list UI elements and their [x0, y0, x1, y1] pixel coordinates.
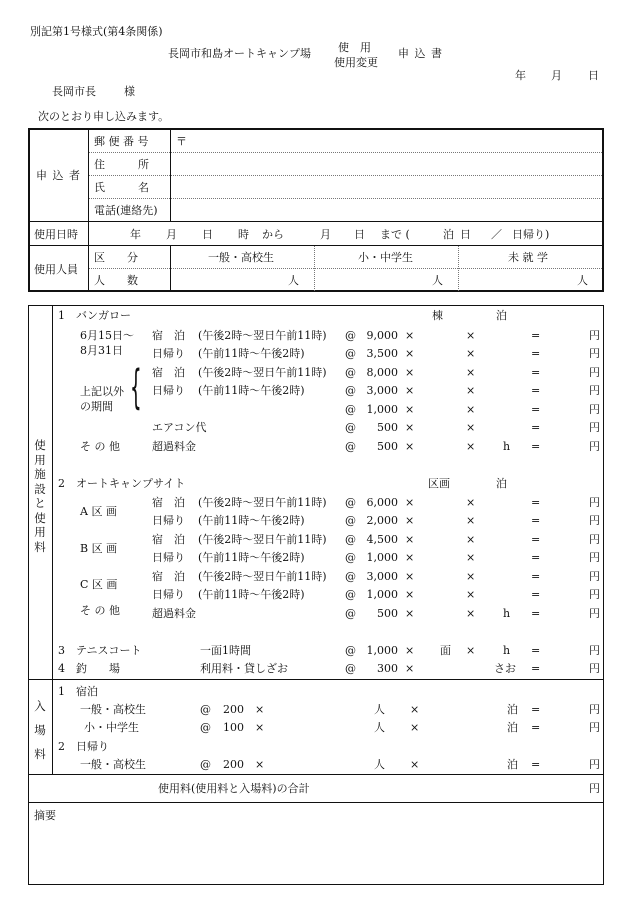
fee-row-at: @ [345, 329, 356, 342]
usage-date-month[interactable]: 月 [166, 228, 177, 241]
fee-row-yen[interactable]: 円 [589, 514, 600, 527]
admission-row-times: × [255, 703, 265, 716]
admission-row-price: 200 [223, 703, 244, 716]
admission-row-yen[interactable]: 円 [589, 703, 600, 716]
fishing-yen[interactable]: 円 [589, 662, 600, 675]
fee-row-yen[interactable]: 円 [589, 607, 600, 620]
divider [89, 175, 602, 176]
fee-row-at: @ [345, 570, 356, 583]
bungalow-other-period-1: 上記以外 [80, 385, 124, 398]
fee-row-label: 日帰り [152, 347, 185, 360]
fee-row-price: 3,000 [366, 570, 398, 583]
fee-row-times: × [405, 570, 415, 583]
admission-row-at: @ [200, 758, 211, 771]
admission-day-title: 2 日帰り [58, 740, 109, 753]
people-category-general: 一般・高校生 [208, 251, 274, 264]
fee-row-price: 500 [377, 421, 398, 434]
autocamp-title: 2 オートキャンプサイト [58, 477, 186, 490]
address-input[interactable] [176, 159, 596, 171]
admission-row-night[interactable]: 泊 [507, 758, 518, 771]
remarks-input[interactable] [34, 828, 596, 878]
tennis-yen[interactable]: 円 [589, 644, 600, 657]
fee-row-at: @ [345, 607, 356, 620]
tennis-detail: 一面1時間 [200, 644, 251, 657]
admission-stay-title: 1 宿泊 [58, 685, 98, 698]
usage-date-label: 使用日時 [34, 228, 78, 241]
fee-row-price: 1,000 [366, 588, 398, 601]
autocamp-unit-night: 泊 [496, 477, 507, 490]
fee-row-time: (午前11時〜午後2時) [198, 588, 305, 601]
address-label: 住 所 [94, 158, 149, 171]
tennis-unit: 面 [440, 644, 451, 657]
admission-row-eq: = [531, 758, 541, 771]
fishing-price: 300 [377, 662, 398, 675]
bungalow-period-start: 6月15日〜 [80, 329, 134, 342]
form-number: 別記第1号様式(第4条関係) [30, 25, 163, 38]
date-year: 年 [515, 69, 526, 82]
fee-row-eq: = [531, 607, 541, 620]
fee-row-at: @ [345, 514, 356, 527]
brace-icon: { [130, 360, 142, 414]
admission-row-eq: = [531, 721, 541, 734]
bungalow-other-label: そ の 他 [80, 440, 120, 453]
fee-row-label: 超過料金 [152, 440, 196, 453]
fishing-at: @ [345, 662, 356, 675]
fees-side-label: 使用施設と使用料 [34, 438, 46, 554]
date-month: 月 [551, 69, 562, 82]
fee-row-price: 500 [377, 440, 398, 453]
fee-row-times: × [405, 514, 415, 527]
fee-row-eq: = [531, 329, 541, 342]
date-day: 日 [588, 69, 599, 82]
admission-row-price: 200 [223, 758, 244, 771]
admission-row-price: 100 [223, 721, 244, 734]
fee-row-price: 2,000 [366, 514, 398, 527]
fee-row-times: × [405, 384, 415, 397]
fee-row-eq: = [531, 366, 541, 379]
fee-row-price: 4,500 [366, 533, 398, 546]
admission-row-times-2: × [410, 758, 420, 771]
divider [52, 306, 53, 774]
admission-row-times-2: × [410, 721, 420, 734]
fee-row-hour: h [503, 440, 511, 453]
fee-row-label: 宿 泊 [152, 366, 185, 379]
usage-date-day[interactable]: 日 [202, 228, 213, 241]
fee-row-eq: = [531, 588, 541, 601]
fee-row-times: × [405, 588, 415, 601]
fee-row-yen[interactable]: 円 [589, 496, 600, 509]
admission-row-eq: = [531, 703, 541, 716]
fee-row-yen[interactable]: 円 [589, 533, 600, 546]
fee-row-price: 500 [377, 607, 398, 620]
fee-row-yen[interactable]: 円 [589, 329, 600, 342]
fee-row-price: 3,500 [366, 347, 398, 360]
people-count-label: 人 数 [94, 274, 138, 287]
bungalow-unit-building: 棟 [432, 309, 443, 322]
fee-row-yen[interactable]: 円 [589, 347, 600, 360]
fee-row-at: @ [345, 384, 356, 397]
tennis-times-2: × [466, 644, 476, 657]
fee-row-at: @ [345, 347, 356, 360]
fee-row-at: @ [345, 496, 356, 509]
fee-row-yen[interactable]: 円 [589, 384, 600, 397]
fee-row-price: 1,000 [366, 403, 398, 416]
tennis-title: 3 テニスコート [58, 644, 142, 657]
fee-row-time: (午前11時〜午後2時) [198, 514, 305, 527]
fee-row-eq: = [531, 384, 541, 397]
admission-row-at: @ [200, 721, 211, 734]
admission-row-person[interactable]: 人 [374, 703, 385, 716]
fee-row-eq: = [531, 551, 541, 564]
admission-row-person[interactable]: 人 [374, 721, 385, 734]
divider [29, 802, 603, 803]
divider [29, 221, 603, 222]
divider [88, 129, 89, 291]
fee-row-price: 1,000 [366, 551, 398, 564]
usage-date-days[interactable]: 日 [460, 228, 471, 241]
tennis-price: 1,000 [366, 644, 398, 657]
bungalow-other-period-2: の期間 [80, 400, 113, 413]
divider [29, 774, 603, 775]
name-label: 氏 名 [94, 181, 149, 194]
fee-row-time: (午後2時〜翌日午前11時) [198, 366, 327, 379]
intro-text: 次のとおり申し込みます。 [38, 110, 170, 123]
admission-row-times-2: × [410, 703, 420, 716]
title-option-use: 使 用 [338, 41, 371, 54]
fee-row-yen[interactable]: 円 [589, 403, 600, 416]
fee-row-times-2: × [466, 329, 476, 342]
fee-row-time: (午後2時〜翌日午前11時) [198, 533, 327, 546]
admission-row-at: @ [200, 703, 211, 716]
people-count-general-unit[interactable]: 人 [288, 274, 299, 287]
fee-row-times-2: × [466, 421, 476, 434]
autocamp-other-label: そ の 他 [80, 604, 120, 617]
admission-row-night[interactable]: 泊 [507, 721, 518, 734]
fee-row-eq: = [531, 533, 541, 546]
fee-row-times-2: × [466, 514, 476, 527]
fishing-title: 4 釣 場 [58, 662, 120, 675]
fishing-unit: さお [494, 662, 516, 675]
total-label: 使用料(使用料と入場料)の合計 [158, 782, 310, 795]
zone-a-label: A 区 画 [80, 505, 117, 518]
fee-row-times: × [405, 347, 415, 360]
fee-row-times-2: × [466, 533, 476, 546]
usage-date-until: まで ( [380, 228, 410, 241]
usage-date-from: から [262, 228, 284, 241]
fee-row-price: 3,000 [366, 384, 398, 397]
fee-row-times-2: × [466, 496, 476, 509]
fee-row-eq: = [531, 403, 541, 416]
admission-row-yen[interactable]: 円 [589, 721, 600, 734]
usage-date-nights[interactable]: 泊 [443, 228, 454, 241]
usage-date-end-month[interactable]: 月 [320, 228, 331, 241]
zone-b-label: B 区 画 [80, 542, 118, 555]
tennis-hour: h [503, 644, 511, 657]
name-input[interactable] [176, 182, 596, 194]
bungalow-unit-night: 泊 [496, 309, 507, 322]
title-option-change: 使用変更 [334, 56, 378, 69]
admission-row-label: 一般・高校生 [80, 758, 146, 771]
fee-row-label: 日帰り [152, 551, 185, 564]
admission-row-yen[interactable]: 円 [589, 758, 600, 771]
fee-row-time: (午後2時〜翌日午前11時) [198, 329, 327, 342]
fee-row-at: @ [345, 551, 356, 564]
usage-date-end-day[interactable]: 日 [354, 228, 365, 241]
fee-row-times-2: × [466, 384, 476, 397]
fee-row-price: 8,000 [366, 366, 398, 379]
people-label: 使用人員 [34, 263, 78, 276]
remarks-label: 摘要 [34, 809, 56, 822]
admission-row-label: 小・中学生 [84, 721, 139, 734]
bungalow-title: 1 バンガロー [58, 309, 131, 322]
usage-date-daytrip[interactable]: 日帰り) [512, 228, 550, 241]
divider [89, 198, 602, 199]
postal-code-input[interactable]: 〒 [176, 135, 187, 148]
fee-row-price: 6,000 [366, 496, 398, 509]
postal-code-label: 郵 便 番 号 [94, 135, 149, 148]
divider [29, 679, 603, 680]
title-prefix: 長岡市和島オートキャンプ場 [168, 47, 311, 60]
zone-c-label: C 区 画 [80, 578, 118, 591]
fee-row-yen[interactable]: 円 [589, 570, 600, 583]
fee-row-eq: = [531, 570, 541, 583]
admission-row-night[interactable]: 泊 [507, 703, 518, 716]
admission-row-times: × [255, 721, 265, 734]
applicant-label: 申 込 者 [36, 169, 81, 182]
fee-row-time: (午後2時〜翌日午前11時) [198, 496, 327, 509]
tennis-at: @ [345, 644, 356, 657]
fishing-eq: = [531, 662, 541, 675]
fee-row-times: × [405, 607, 415, 620]
divider [89, 152, 602, 153]
fee-row-eq: = [531, 440, 541, 453]
fee-row-yen[interactable]: 円 [589, 588, 600, 601]
fee-row-price: 9,000 [366, 329, 398, 342]
fee-row-label: 宿 泊 [152, 570, 185, 583]
fee-row-times-2: × [466, 607, 476, 620]
fee-row-times-2: × [466, 366, 476, 379]
total-yen[interactable]: 円 [589, 782, 600, 795]
fee-row-times: × [405, 421, 415, 434]
fee-row-times-2: × [466, 403, 476, 416]
phone-input[interactable] [176, 205, 596, 217]
fee-row-label: エアコン代 [152, 421, 207, 434]
fee-row-eq: = [531, 421, 541, 434]
fee-row-time: (午前11時〜午後2時) [198, 384, 305, 397]
bungalow-period-end: 8月31日 [80, 344, 123, 357]
people-count-children-unit[interactable]: 人 [432, 274, 443, 287]
fee-row-eq: = [531, 496, 541, 509]
fee-row-yen[interactable]: 円 [589, 366, 600, 379]
fee-row-label: 宿 泊 [152, 329, 185, 342]
recipient-honorific: 様 [124, 85, 135, 98]
fee-row-at: @ [345, 440, 356, 453]
fee-row-label: 日帰り [152, 514, 185, 527]
fee-row-label: 宿 泊 [152, 496, 185, 509]
admission-row-person[interactable]: 人 [374, 758, 385, 771]
fee-row-time: (午前11時〜午後2時) [198, 347, 305, 360]
fee-row-eq: = [531, 347, 541, 360]
fee-row-times: × [405, 440, 415, 453]
autocamp-unit-site: 区画 [428, 477, 450, 490]
fee-row-at: @ [345, 403, 356, 416]
usage-date-hour[interactable]: 時 [238, 228, 249, 241]
admission-row-times: × [255, 758, 265, 771]
fee-row-times: × [405, 366, 415, 379]
people-category-preschool: 未 就 学 [508, 251, 548, 264]
people-count-preschool-unit[interactable]: 人 [577, 274, 588, 287]
divider [89, 268, 602, 269]
fee-row-times: × [405, 403, 415, 416]
fee-row-times-2: × [466, 588, 476, 601]
fee-row-time: (午前11時〜午後2時) [198, 551, 305, 564]
fee-row-at: @ [345, 366, 356, 379]
admission-side-label: 入場料 [34, 699, 46, 761]
fee-row-yen[interactable]: 円 [589, 421, 600, 434]
fee-row-yen[interactable]: 円 [589, 440, 600, 453]
fee-row-label: 日帰り [152, 384, 185, 397]
usage-date-slash: ／ [491, 228, 502, 241]
fee-row-label: 宿 泊 [152, 533, 185, 546]
fee-row-times-2: × [466, 440, 476, 453]
fee-row-hour: h [503, 607, 511, 620]
fee-row-at: @ [345, 533, 356, 546]
title-suffix: 申 込 書 [398, 47, 443, 60]
fee-row-time: (午後2時〜翌日午前11時) [198, 570, 327, 583]
divider [29, 245, 603, 246]
fee-row-label: 日帰り [152, 588, 185, 601]
admission-row-label: 一般・高校生 [80, 703, 146, 716]
fee-row-times-2: × [466, 551, 476, 564]
fee-row-times-2: × [466, 347, 476, 360]
recipient: 長岡市長 [52, 85, 96, 98]
fee-row-label: 超過料金 [152, 607, 196, 620]
fee-row-at: @ [345, 588, 356, 601]
fee-row-times-2: × [466, 570, 476, 583]
fee-row-at: @ [345, 421, 356, 434]
usage-date-year[interactable]: 年 [130, 228, 141, 241]
fishing-detail: 利用料・貸しざお [200, 662, 288, 675]
fee-row-eq: = [531, 514, 541, 527]
fee-row-times: × [405, 496, 415, 509]
fee-row-times: × [405, 551, 415, 564]
fee-row-yen[interactable]: 円 [589, 551, 600, 564]
phone-label: 電話(連絡先) [94, 204, 158, 217]
people-category-label: 区 分 [94, 251, 138, 264]
fishing-times: × [405, 662, 415, 675]
tennis-eq: = [531, 644, 541, 657]
tennis-times: × [405, 644, 415, 657]
fee-row-times: × [405, 329, 415, 342]
people-category-children: 小・中学生 [358, 251, 413, 264]
fee-row-times: × [405, 533, 415, 546]
